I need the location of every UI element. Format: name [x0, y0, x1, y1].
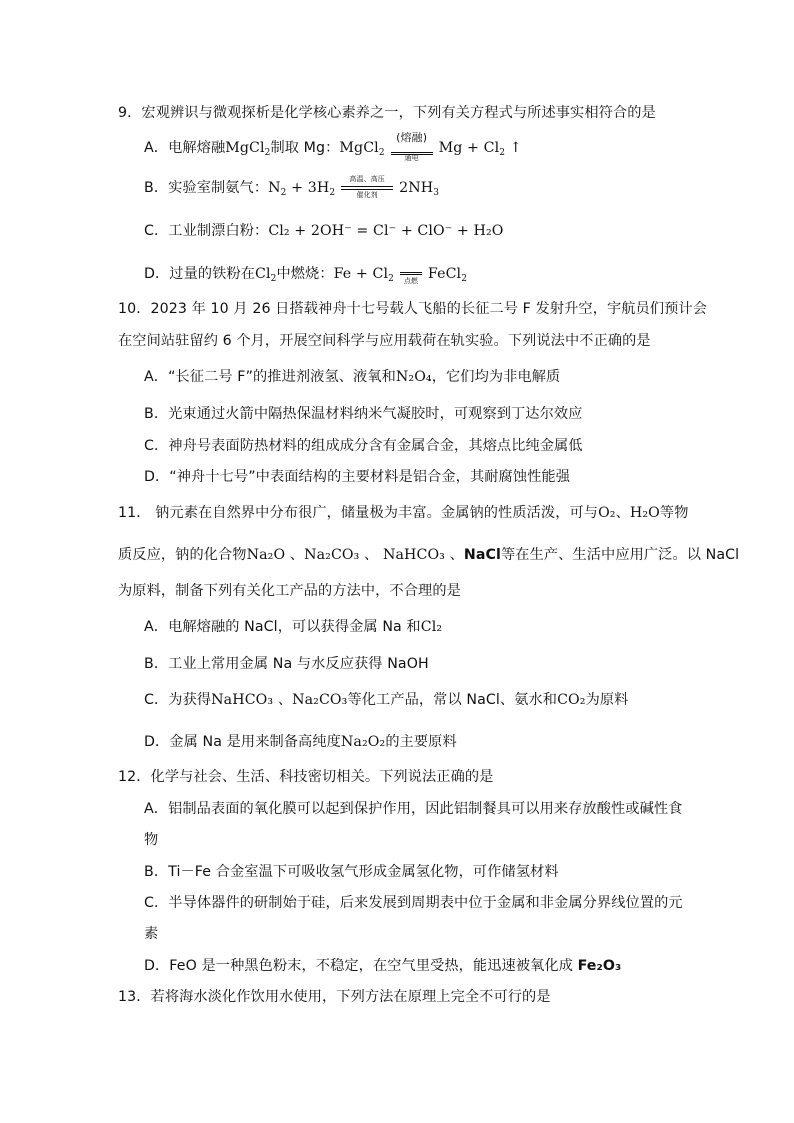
question-12-option-a-line-1: A．铝制品表面的氧化膜可以起到保护作用，因此铝制餐具可以用来存放酸性或碱性食 — [144, 801, 683, 817]
question-11-line-3: 为原料，制备下列有关化工产品的方法中，不合理的是 — [118, 583, 461, 599]
mgcl2-formula: MgCl$_2$ — [225, 140, 271, 158]
question-9-stem: 9．宏观辨识与微观探析是化学核心素养之一，下列有关方程式与所述事实相符合的是 — [118, 105, 656, 121]
question-9-option-d — [144, 263, 467, 285]
question-9-option-a — [144, 131, 522, 162]
question-9-option-c — [144, 220, 504, 242]
mgcl2-formula-eq: MgCl$_2$ — [339, 140, 385, 158]
option-c-label: C．工业制漂白粉： — [144, 223, 269, 239]
question-10-option-c: C．神舟号表面防热材料的组成成分含有金属合金，其熔点比纯金属低 — [144, 438, 583, 454]
question-12-option-c-line-2: 素 — [144, 926, 159, 942]
reversible-arrow: 高温、高压 催化剂 — [339, 177, 395, 199]
question-11-line-1: 11． 钠元素在自然界中分布很广，储量极为丰富。金属钠的性质活泼，可与O₂、H₂O等物 — [118, 505, 689, 521]
question-11-line-2: 质反应，钠的化合物Na₂O 、Na₂CO₃ 、 NaHCO₃ 、NaCl等在生产、生活中应用广泛。以 NaCl — [118, 547, 740, 563]
question-11-option-d: D．金属 Na 是用来制备高纯度Na₂O₂的主要原料 — [144, 734, 457, 750]
question-11-option-c: C．为获得NaHCO₃ 、Na₂CO₃等化工产品，常以 NaCl、氨水和CO₂为原料 — [144, 692, 629, 708]
question-9-option-b — [144, 177, 439, 199]
option-d-reactants: $Fe + Cl_2$ — [333, 266, 394, 284]
question-10-line-2: 在空间站驻留约 6 个月，开展空间科学与应用载荷在轨实验。下列说法中不正确的是 — [118, 333, 651, 349]
option-d-label: D．过量的铁粉在 — [144, 266, 256, 282]
question-12-option-b: B．Ti－Fe 合金室温下可吸收氢气形成金属氢化物，可作储氢材料 — [144, 864, 559, 880]
option-b-label: B．实验室制氨气： — [144, 180, 269, 196]
question-10-line-1: 10．2023 年 10 月 26 日搭载神舟十七号载人飞船的长征二号 F 发射升空，宇航员们预计会 — [118, 301, 707, 317]
option-a-products: $Mg + Cl_2$ ↑ — [438, 140, 522, 158]
option-d-mid: 中燃烧： — [276, 266, 334, 282]
question-13-stem: 13．若将海水淡化作饮用水使用，下列方法在原理上完全不可行的是 — [118, 989, 551, 1005]
option-a-label: A．电解熔融 — [144, 140, 226, 156]
option-a-mid: 制取 Mg： — [270, 140, 340, 156]
question-12-option-a-line-2: 物 — [144, 832, 159, 848]
question-10-option-b: B．光束通过火箭中隔热保温材料纳米气凝胶时，可观察到丁达尔效应 — [144, 406, 583, 422]
question-12-stem: 12．化学与社会、生活、科技密切相关。下列说法正确的是 — [118, 769, 494, 785]
option-b-reactants: $N_2 + 3H_2$ — [268, 180, 336, 198]
question-11-option-b: B．工业上常用金属 Na 与水反应获得 NaOH — [144, 656, 429, 672]
fe2o3-formula: Fe₂O₃ — [577, 958, 622, 974]
ignition-condition: 点燃 — [398, 263, 424, 285]
electrolysis-condition: (熔融) 通电 — [389, 137, 435, 159]
option-d-product: FeCl$_2$ — [427, 266, 468, 284]
option-b-product: $2NH_3$ — [399, 180, 440, 198]
cl2-formula: $Cl_2$ — [255, 266, 277, 284]
question-10-option-d: D．“神舟十七号”中表面结构的主要材料是铝合金，其耐腐蚀性能强 — [144, 469, 570, 485]
question-11-option-a: A．电解熔融的 NaCl，可以获得金属 Na 和Cl₂ — [144, 619, 443, 635]
question-12-option-c-line-1: C．半导体器件的研制始于硅，后来发展到周期表中位于金属和非金属分界线位置的元 — [144, 895, 683, 911]
n2o4-formula: N₂O₄ — [395, 369, 432, 385]
question-12-option-d: D．FeO 是一种黑色粉末，不稳定，在空气里受热，能迅速被氧化成 Fe₂O₃ — [144, 958, 622, 974]
option-c-equation: Cl₂ + 2OH⁻ = Cl⁻ + ClO⁻ + H₂O — [268, 223, 504, 239]
question-10-option-a: A．“长征二号 F”的推进剂液氢、液氧和N₂O₄，它们均为非电解质 — [144, 369, 561, 385]
